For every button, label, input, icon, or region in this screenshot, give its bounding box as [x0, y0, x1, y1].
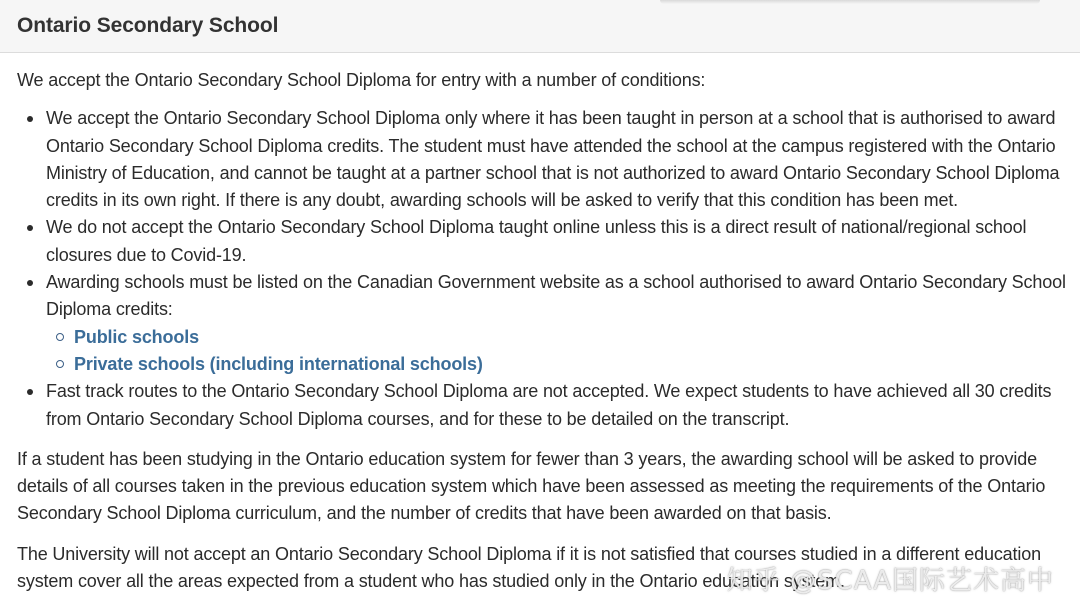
page-title: Ontario Secondary School: [17, 14, 279, 37]
content-body: [0, 67, 1080, 595]
list-item: [46, 105, 1068, 214]
list-item: [46, 269, 1068, 378]
list-item: [74, 324, 1068, 351]
condition-text: Fast track routes to the Ontario Secondary School Diploma are not accepted. We expect students to have achieved all 30 credits from Ontario Secondary School Diploma courses, and for these to be detailed on the transcript.: [46, 381, 1052, 429]
years-paragraph: If a student has been studying in the Ontario education system for fewer than 3 years, the awarding school will be asked to provide details of all courses taken in the previous education system which have been assessed as meeting the requirements of the Ontario Secondary School Diploma curriculum, and the number of credits that have been awarded on that basis.: [17, 448, 1046, 524]
private-schools-link[interactable]: Private schools (including international schools): [74, 353, 483, 374]
coverage-paragraph: The University will not accept an Ontario Secondary School Diploma if it is not satisfied that courses studied in a different education system cover all the areas expected from a student who has studied only in the Ontario education system.: [17, 543, 1041, 592]
condition-text: We do not accept the Ontario Secondary School Diploma taught online unless this is a direct result of national/regional school closures due to Covid-19.: [46, 217, 1027, 265]
public-schools-link[interactable]: Public schools: [74, 326, 199, 347]
condition-text: Awarding schools must be listed on the Canadian Government website as a school authorised to award Ontario Secondary School Diploma credits:: [46, 272, 1066, 320]
top-shadow: [660, 0, 1040, 4]
list-item: [46, 378, 1068, 433]
conditions-list: [17, 105, 1068, 433]
watermark: 知乎 @SCAA国际艺术高中: [726, 566, 1054, 596]
section-header: [0, 0, 1080, 53]
school-links-list: [46, 324, 1068, 379]
list-item: [46, 214, 1068, 269]
intro-paragraph: We accept the Ontario Secondary School Diploma for entry with a number of conditions:: [17, 70, 706, 90]
list-item: [74, 351, 1068, 378]
condition-text: We accept the Ontario Secondary School Diploma only where it has been taught in person at a school that is authorised to award Ontario Secondary School Diploma credits. The student must have attended the school at the campus registered with the Ontario Ministry of Education, and cannot be taught at a partner school that is not authorized to award Ontario Secondary School Diploma credits in its own right. If there is any doubt, awarding schools will be asked to verify that this condition has been met.: [46, 108, 1060, 211]
